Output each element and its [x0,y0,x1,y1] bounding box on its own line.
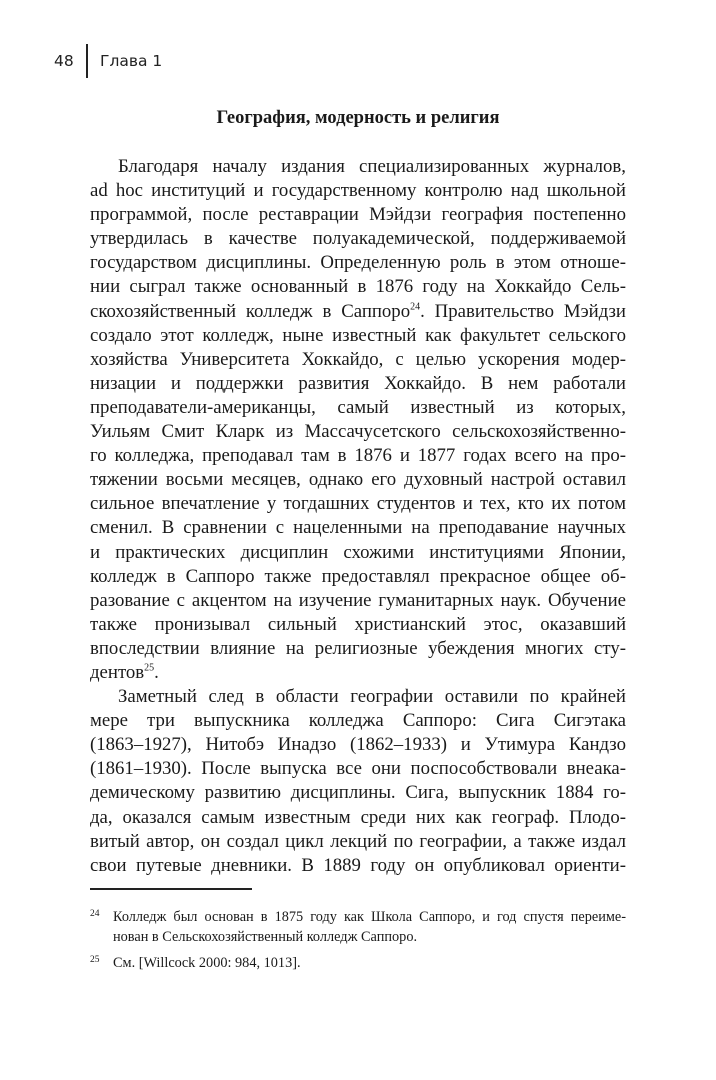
text-segment: скохозяйственный колледж в Саппоро [90,300,411,322]
text-line [90,300,626,324]
text-line: дентов$^{25}$. [90,661,159,683]
text-line: витый автор, он создал цикл лекций по географии, а также издал [90,830,626,852]
text-line: Заметный след в области географии оставили по крайней [118,686,626,708]
header-divider [86,44,88,78]
page-number: 48 [54,52,74,70]
text-line: создало этот колледж, ныне известный как факультет сельского [90,324,626,346]
text-line: и практических дисциплин схожими институциями Японии, [90,541,626,563]
chapter-label: Глава 1 [100,52,163,70]
body-text [90,155,626,878]
running-header [54,44,162,78]
footnote-number: 24 [90,909,100,919]
text-line: тяжении восьми месяцев, однако его духовный настрой оставил [90,469,626,491]
footnotes [90,907,626,979]
text-line: низации и поддержки развития Хоккайдо. В нем работали [90,372,626,394]
footnote-24 [90,907,626,947]
text-line: программой, после реставрации Мэйдзи география постепенно [90,204,626,226]
text-line: ad hoc институций и государственному контролю над школьной [90,180,626,202]
text-line: нии сыграл также основанный в 1876 году на Хоккайдо Сель- [90,276,626,298]
text-segment: . Правительство Мэйдзи [420,300,626,322]
footnote-separator [90,888,252,890]
footnote-ref-24[interactable]: 24 [410,301,421,313]
text-line: утвердилась в качестве полуакадемической, поддерживаемой [90,228,626,250]
paragraph-2 [90,685,626,878]
text-line: преподаватели-американцы, самый известный из которых, [90,396,626,418]
text-segment: дентов [90,661,145,683]
text-line: разование с акцентом на изучение гуманитарных наук. Обучение [90,589,626,611]
text-line: (1863–1927), Нитобэ Инадзо (1862–1933) и Утимура Кандзо [90,734,626,756]
paragraph-1 [90,155,626,685]
text-line: хозяйства Университета Хоккайдо, с целью ускорения модер- [90,348,626,370]
text-line: Уильям Смит Кларк из Массачусетского сельскохозяйственно- [90,421,626,443]
text-line: демическому развитию дисциплины. Сига, выпускник 1884 го- [90,782,626,804]
text-line: государством дисциплины. Определенную роль в этом отноше- [90,252,626,274]
footnote-line: См. [Willcock 2000: 984, 1013]. [113,955,301,971]
text-line: колледж в Саппоро также предоставлял прекрасное общее об- [90,565,626,587]
text-line: сменил. В сравнении с нацеленными на преподавание научных [90,517,626,539]
text-line: сильное впечатление у тогдашних студентов и тех, кто их потом [90,493,626,515]
text-line: (1861–1930). После выпуска все они поспособствовали внеака- [90,758,626,780]
footnote-line: нован в Сельскохозяйственный колледж Саппоро. [113,929,418,945]
footnote-ref-25[interactable]: 25 [144,662,155,674]
section-title: География, модерность и религия [216,108,500,128]
text-line: свои путевые дневники. В 1889 году он опубликовал ориенти- [90,854,626,876]
text-line: также пронизывал сильный христианский этос, оказавший [90,613,626,635]
text-line: мере три выпускника колледжа Саппоро: Сига Сигэтака [90,710,626,732]
text-line: Благодаря началу издания специализированных журналов, [118,156,626,177]
footnote-line: Колледж был основан в 1875 году как Школа Саппоро, и год спустя переиме- [113,909,626,925]
text-line: впоследствии влияние на религиозные убеждения многих сту- [90,637,626,659]
text-line: да, оказался самым известным среди них как географ. Плодо- [90,806,626,828]
text-line: го колледжа, преподавал там в 1876 и 1877 годах всего на про- [90,445,626,467]
footnote-number: 25 [90,955,100,965]
footnote-25 [90,953,626,973]
